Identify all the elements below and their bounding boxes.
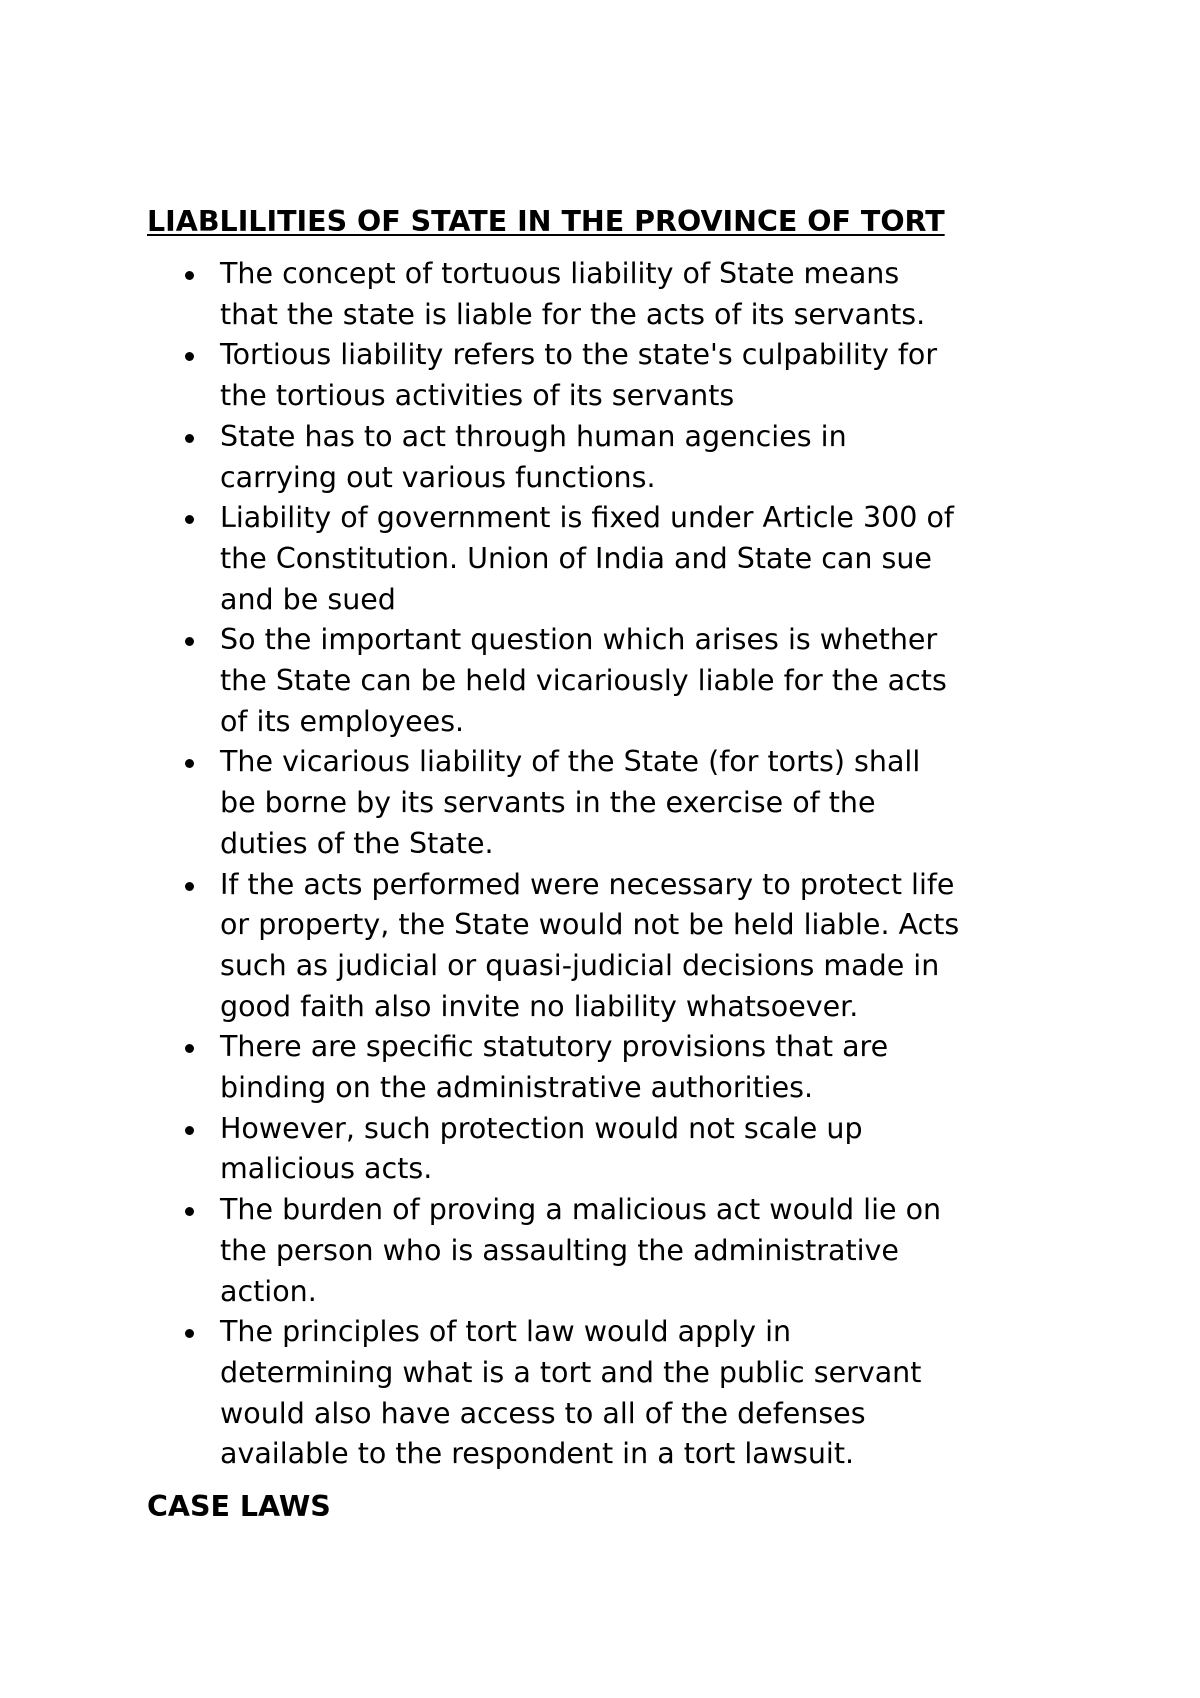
bullet-list [147, 254, 1087, 1475]
list-item-line: and be sued [220, 582, 396, 616]
list-item [147, 1312, 1087, 1475]
list-item-line: So the important question which arises is whether [220, 623, 938, 657]
list-item [147, 742, 1087, 864]
list-item-line: carrying out various functions. [220, 460, 656, 494]
list-item [147, 620, 1087, 742]
bullet-icon [185, 759, 194, 768]
list-item-line: The vicarious liability of the State (for torts) shall [220, 745, 921, 779]
list-item-line: binding on the administrative authorities. [220, 1071, 814, 1105]
document-title: LIABLILITIES OF STATE IN THE PROVINCE OF TORT [147, 205, 945, 238]
list-item-line: malicious acts. [220, 1152, 433, 1186]
list-item-line: However, such protection would not scale up [220, 1111, 863, 1145]
section-heading-case-laws: CASE LAWS [147, 1490, 331, 1524]
bullet-icon [185, 882, 194, 891]
list-item-line: The burden of proving a malicious act would lie on [220, 1193, 942, 1227]
list-item [147, 1190, 1087, 1312]
list-item-line: the Constitution. Union of India and State can sue [220, 541, 932, 575]
list-item [147, 865, 1087, 1028]
list-item-line: the person who is assaulting the administrative [220, 1233, 899, 1267]
list-item [147, 498, 1087, 620]
bullet-icon [185, 637, 194, 646]
list-item-line: of its employees. [220, 704, 465, 738]
list-item-line: or property, the State would not be held liable. Acts [220, 908, 960, 942]
list-item-line: Tortious liability refers to the state's culpability for [220, 338, 938, 372]
list-item [147, 254, 1087, 335]
list-item [147, 1109, 1087, 1190]
list-item-line: determining what is a tort and the public servant [220, 1355, 922, 1389]
list-item-line: would also have access to all of the defenses [220, 1396, 866, 1430]
list-item-line: If the acts performed were necessary to protect life [220, 867, 955, 901]
list-item-line: Liability of government is fixed under Article 300 of [220, 501, 954, 535]
list-item-line: good faith also invite no liability whatsoever. [220, 989, 859, 1023]
bullet-icon [185, 515, 194, 524]
list-item-line: There are specific statutory provisions that are [220, 1030, 889, 1064]
list-item-line: that the state is liable for the acts of its servants. [220, 297, 926, 331]
bullet-icon [185, 1126, 194, 1135]
list-item-line: the tortious activities of its servants [220, 379, 735, 413]
list-item [147, 335, 1087, 416]
list-item [147, 417, 1087, 498]
document-content [147, 200, 1087, 1529]
bullet-icon [185, 352, 194, 361]
list-item-line: The principles of tort law would apply in [220, 1315, 792, 1349]
list-item [147, 1027, 1087, 1108]
bullet-icon [185, 1044, 194, 1053]
list-item-line: duties of the State. [220, 826, 494, 860]
list-item-line: be borne by its servants in the exercise of the [220, 786, 876, 820]
list-item-line: the State can be held vicariously liable for the acts [220, 664, 947, 698]
bullet-icon [185, 1207, 194, 1216]
list-item-line: State has to act through human agencies in [220, 419, 847, 453]
bullet-icon [185, 271, 194, 280]
list-item-line: action. [220, 1274, 317, 1308]
bullet-icon [185, 434, 194, 443]
bullet-icon [185, 1329, 194, 1338]
list-item-line: available to the respondent in a tort lawsuit. [220, 1437, 855, 1471]
list-item-line: The concept of tortuous liability of State means [220, 257, 900, 290]
list-item-line: such as judicial or quasi-judicial decisions made in [220, 948, 940, 982]
